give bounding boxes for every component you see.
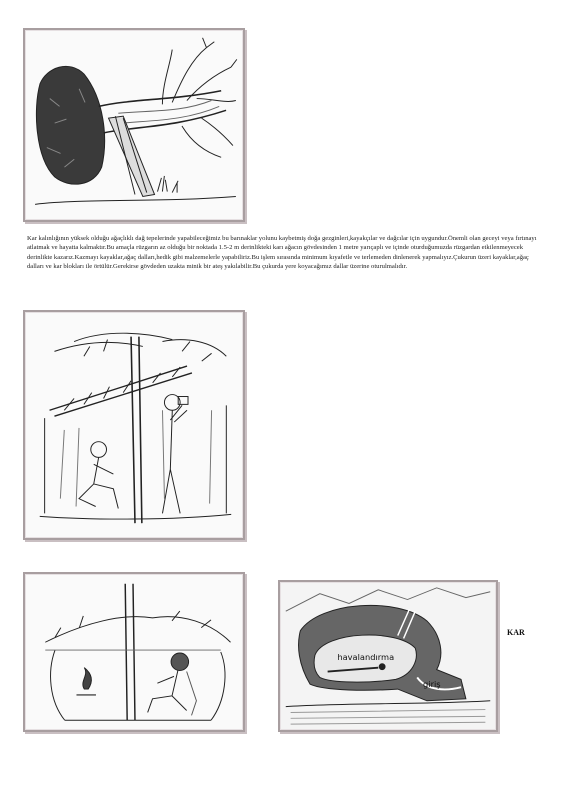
ventilation-label: havalandırma (337, 651, 395, 662)
lean-to-shelter-drawing (25, 312, 243, 538)
snow-pit-illustration (23, 572, 245, 732)
snow-cave-drawing (280, 582, 496, 730)
lean-to-shelter-illustration (23, 310, 245, 540)
snow-pit-drawing (25, 574, 243, 730)
entrance-label: giriş (423, 679, 441, 690)
snow-label: KAR (507, 628, 525, 637)
shelter-description: Kar kalınlığının yüksek olduğu ağaçlıklı dağ tepelerinde yapabileceğimiz bu barınaklar yolunu kaybetmiş doğa gezginleri,kayakçılar ve dağcılar için uygundur.Önemli olan geceyi veya fırtınayı atlatmak ve hayatta kalmaktır.Bu amaçla rüzgarın az olduğu bir noktada 1.5-2 m derinlikteki karı ağacın gövdesinden 1 metre yarıçaplı ve içinde oturduğumuzda rüzgardan etkilenmeyecek derinlikte kazarız.Kazmayı kayaklar,ağaç dalları,hedik gibi malzemelerle yapabiliriz.Bu işlem sırasında minimum kıyafetle ve terlemeden dinlenerek yapmalıyız.Çukurun üzeri kayaklar,ağaç dalları ve kar blokları ile örtülür.Gerekirse gövdeden uzakta minik bir ateş yakılabilir.Bu çukurda yere koyacağımız dallar üzerine oturulmalıdır. (27, 235, 537, 270)
fallen-tree-drawing (25, 30, 243, 220)
fallen-tree-illustration (23, 28, 245, 222)
snow-cave-diagram (278, 580, 498, 732)
